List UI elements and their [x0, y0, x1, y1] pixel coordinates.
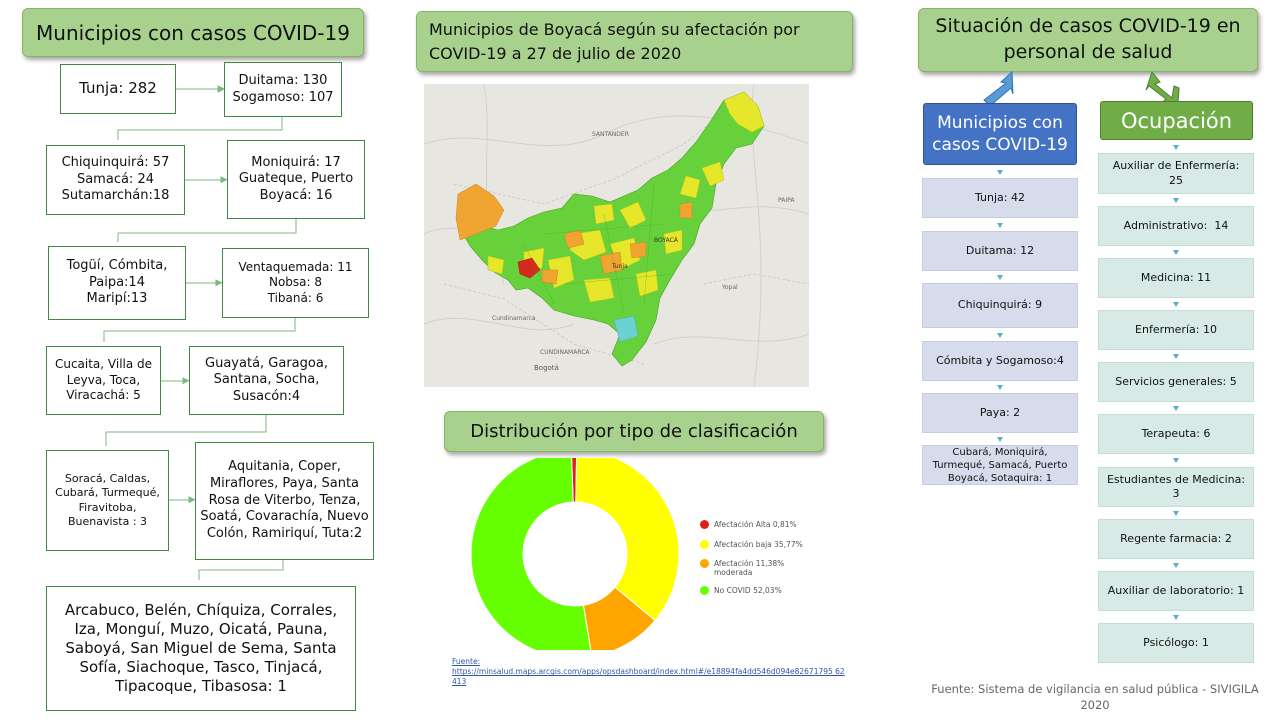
map-title-text: Municipios de Boyacá según su afectación por COVID-19 a 27 de julio de 2020	[429, 20, 800, 63]
legend-label-nocovid: No COVID 52,03%	[714, 586, 782, 595]
box-duitama-sogamoso	[224, 62, 342, 117]
blue-arrow-icon	[984, 72, 1013, 106]
col2-item-text: Estudiantes de Medicina: 3	[1106, 472, 1246, 500]
box-duitama-text: Duitama: 130 Sogamoso: 107	[232, 72, 334, 105]
map-title	[416, 11, 853, 72]
col2-item-text: Servicios generales: 5	[1115, 374, 1237, 388]
box-soraca-text: Soracá, Caldas, Cubará, Turmequé, Firavitoba, Buenavista : 3	[55, 472, 160, 528]
box-togui	[48, 246, 186, 320]
box-tunja-text: Tunja: 282	[79, 79, 157, 98]
box-ventaquemada	[222, 248, 369, 318]
box-tunja	[60, 64, 176, 114]
col2-item-regente-farmacia	[1098, 519, 1254, 559]
col2-item-auxiliar-enfermeria	[1098, 153, 1254, 194]
col2-item-text: Regente farmacia: 2	[1120, 531, 1232, 545]
col2-item-text: Medicina: 11	[1140, 270, 1212, 284]
source-block	[452, 657, 847, 687]
right-source	[922, 681, 1268, 713]
chart-title-text: Distribución por tipo de clasificación	[470, 421, 798, 442]
legend-label-baja: Afectación baja 35,77%	[714, 540, 803, 549]
box-guayata-text: Guayatá, Garagoa, Santana, Socha, Susacón:4	[205, 355, 328, 404]
col2-item-text: Auxiliar de laboratorio: 1	[1107, 583, 1245, 597]
col1-header-text: Municipios con casos COVID-19	[932, 112, 1068, 155]
green-arrow-icon	[1146, 72, 1179, 104]
col2-item-text: Terapeuta: 6	[1141, 426, 1211, 440]
legend-swatch-moderada	[700, 559, 709, 568]
box-aquitania	[195, 442, 374, 560]
box-arcabuco-text: Arcabuco, Belén, Chíquiza, Corrales, Iza, Monguí, Muzo, Oicatá, Pauna, Saboyá, San Miguel de Sema, Santa Sofía, Siachoque, Tasco, Tinjacá, Tipacoque, Tibasosa: 1	[64, 600, 338, 696]
box-cucaita	[46, 346, 161, 415]
source-label: Fuente:	[452, 657, 481, 666]
box-aquitania-text: Aquitania, Coper, Miraflores, Paya, Santa Rosa de Viterbo, Tenza, Soatá, Covarachía, Nuevo Colón, Ramiriquí, Tuta:2	[200, 459, 369, 541]
col2-item-enfermeria	[1098, 310, 1254, 350]
box-chiquinquira	[46, 145, 185, 215]
box-togui-text: Togüí, Cómbita, Paipa:14 Maripí:13	[66, 258, 168, 307]
legend-swatch-baja	[700, 540, 709, 549]
left-title-text: Municipios con casos COVID-19	[36, 20, 350, 45]
col1-item-chiquinquira	[922, 283, 1078, 328]
chart-legend	[700, 520, 830, 600]
col2-header-text: Ocupación	[1120, 108, 1233, 133]
legend-item-nocovid	[700, 586, 782, 595]
box-chiquinquira-text: Chiquinquirá: 57 Samacá: 24 Sutamarchán:18	[61, 155, 170, 204]
box-arcabuco	[46, 586, 356, 711]
map-label-boyaca: BOYACÁ	[654, 237, 678, 244]
col2-item-auxiliar-laboratorio	[1098, 571, 1254, 611]
col1-item-text: Tunja: 42	[975, 190, 1025, 204]
right-title	[918, 8, 1258, 72]
col2-item-text: Auxiliar de Enfermería: 25	[1112, 159, 1240, 187]
boyaca-map-svg	[424, 84, 809, 387]
legend-swatch-alta	[700, 520, 709, 529]
donut-chart	[470, 458, 680, 650]
col1-item-duitama	[922, 231, 1078, 271]
col1-header	[923, 103, 1077, 165]
legend-item-moderada	[700, 559, 810, 577]
col1-item-text: Chiquinquirá: 9	[957, 298, 1043, 312]
map-label-tunja: Tunja	[612, 263, 628, 270]
map-label-paipa: PAIPA	[778, 197, 795, 204]
legend-label-alta: Afectación Alta 0,81%	[714, 520, 797, 529]
col2-item-text: Enfermería: 10	[1135, 322, 1217, 336]
col2-header	[1100, 101, 1253, 140]
col2-item-administrativo	[1098, 206, 1254, 246]
col1-item-paya	[922, 393, 1078, 433]
legend-label-moderada: Afectación 11,38% moderada	[714, 559, 785, 577]
col1-item-tunja	[922, 178, 1078, 218]
map-label-bogota: Bogotá	[534, 364, 559, 372]
box-cucaita-text: Cucaita, Villa de Leyva, Toca, Viracachá: 5	[54, 357, 153, 403]
legend-item-alta	[700, 520, 797, 529]
col2-item-text: Psicólogo: 1	[1143, 635, 1209, 649]
map-label-cundinamarca: CUNDINAMARCA	[540, 349, 590, 356]
col2-item-estudiantes-medicina	[1098, 467, 1254, 507]
col1-item-text: Paya: 2	[979, 405, 1021, 419]
box-ventaquemada-text: Ventaquemada: 11 Nobsa: 8 Tibaná: 6	[238, 259, 353, 305]
col2-item-terapeuta	[1098, 414, 1254, 454]
map-label-santander: SANTANDER	[592, 131, 629, 138]
box-guayata	[189, 346, 344, 415]
left-title	[22, 8, 364, 57]
col1-item-combita	[922, 341, 1078, 381]
box-soraca	[46, 450, 169, 551]
slice-baja	[576, 458, 679, 620]
chart-title	[444, 411, 824, 452]
col2-item-psicologo	[1098, 623, 1254, 663]
map-label-cundinamarca-left: Cundinamarca	[492, 315, 536, 322]
box-moniquira-text: Moniquirá: 17 Guateque, Puerto Boyacá: 16	[238, 154, 354, 203]
col1-item-text: Cubará, Moniquirá, Turmequé, Samacá, Puerto Boyacá, Sotaquira: 1	[932, 446, 1068, 484]
source-link[interactable]: https://minsalud.maps.arcgis.com/apps/opsdashboard/index.html#/e18894fa4dd546d094e82671795 62413	[452, 667, 845, 687]
right-title-text: Situación de casos COVID-19 en personal de salud	[935, 15, 1241, 63]
col1-item-text: Duitama: 12	[965, 243, 1035, 257]
legend-item-baja	[700, 540, 803, 549]
box-moniquira	[227, 140, 365, 219]
right-source-text: Fuente: Sistema de vigilancia en salud pública - SIVIGILA 2020	[931, 682, 1259, 713]
col2-item-text: Administrativo: 14	[1123, 218, 1229, 232]
col1-item-text: Cómbita y Sogamoso:4	[936, 353, 1064, 367]
col2-item-servicios-generales	[1098, 362, 1254, 402]
legend-swatch-nocovid	[700, 586, 709, 595]
map-label-yopal: Yopal	[722, 284, 738, 291]
boyaca-map	[424, 84, 809, 387]
col2-item-medicina	[1098, 258, 1254, 298]
col1-item-cubara	[922, 445, 1078, 485]
